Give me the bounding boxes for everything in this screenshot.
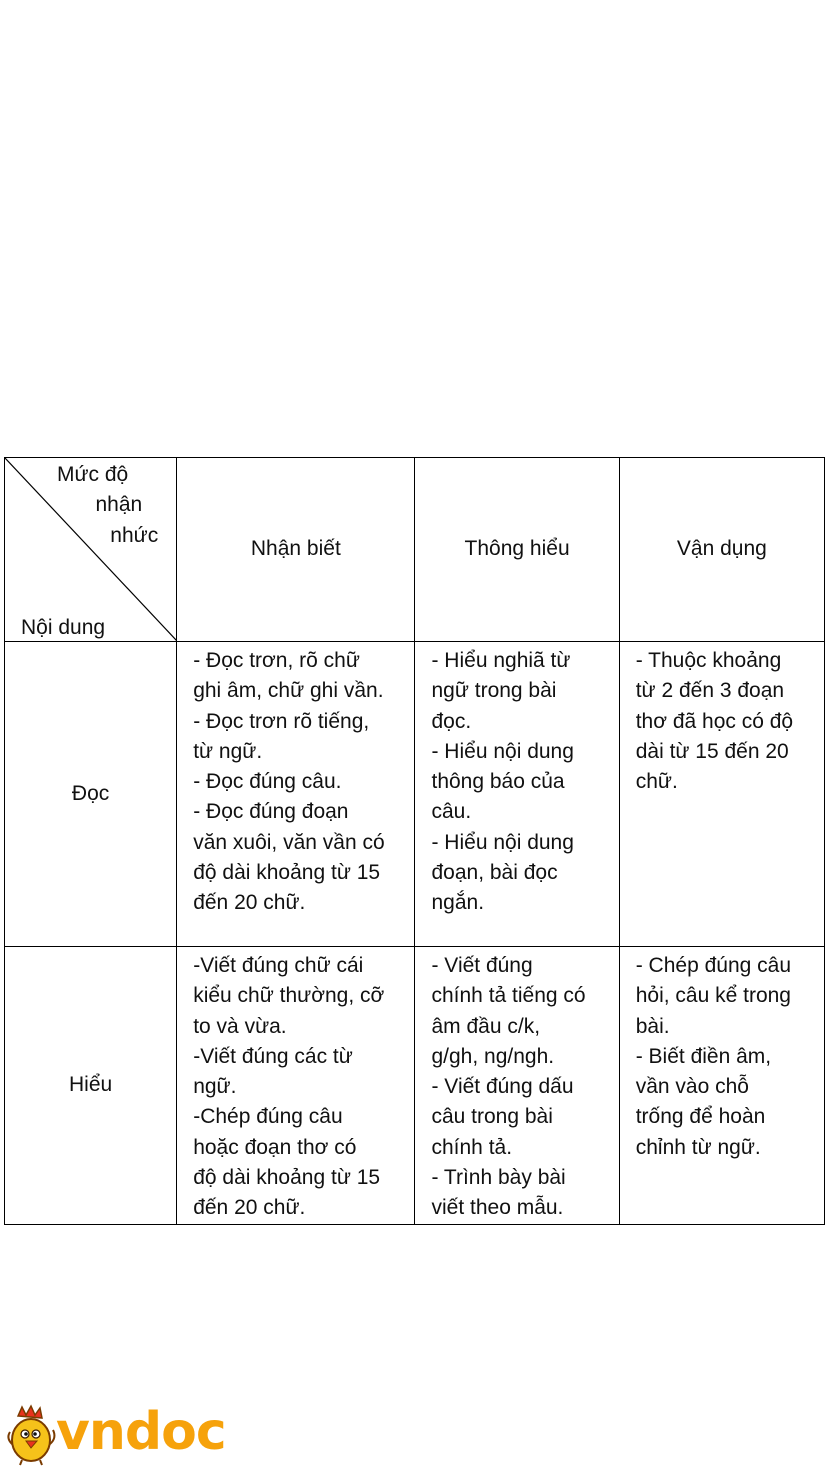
row-label-doc: Đọc [5, 642, 177, 947]
cell-line: - Viết đúng [431, 954, 533, 977]
corner-line: nhức [110, 523, 159, 547]
cell-line: câu. [431, 800, 472, 824]
cell-line: đoạn, bài đọc [431, 861, 558, 885]
cell-line: - Đọc đúng đoạn [193, 800, 349, 824]
cell-line: từ 2 đến 3 đoạn [635, 679, 785, 703]
cell-line: âm đầu c/k, [431, 1014, 541, 1038]
table-row [5, 642, 825, 947]
cell-line: - Hiểu nội dung [431, 739, 574, 763]
header-van-dung: Vận dụng [619, 458, 824, 642]
logo-wordmark: vndoc [56, 1402, 226, 1462]
cell-line: văn xuôi, văn vần có [193, 830, 385, 854]
cell-line: chữ. [635, 770, 678, 794]
assessment-matrix-table [4, 457, 825, 1225]
cell-line: độ dài khoảng từ 15 [193, 861, 381, 885]
cell-line: -Chép đúng câu [193, 1105, 343, 1129]
cell-line: thơ đã học có độ [635, 709, 794, 733]
chick-mascot-icon [4, 1404, 60, 1466]
cell-line: dài từ 15 đến 20 [635, 739, 789, 763]
cell-line: ghi âm, chữ ghi vần. [193, 679, 384, 703]
cell-line: đến 20 chữ. [193, 891, 306, 915]
cell-content [177, 642, 415, 947]
cell-line: thông báo của [431, 770, 565, 794]
table-row [5, 947, 825, 1225]
cell-line: độ dài khoảng từ 15 [193, 1166, 381, 1190]
cell-line: - Biết điền âm, [635, 1044, 772, 1068]
cell-content [415, 642, 619, 947]
cell-line: - Thuộc khoảng [635, 649, 782, 672]
cell-line: chính tả tiếng có [431, 984, 586, 1008]
cell-content [619, 642, 824, 947]
cell-line: - Đọc đúng câu. [193, 770, 342, 794]
cell-line: đọc. [431, 709, 472, 733]
header-nhan-biet: Nhận biết [177, 458, 415, 642]
cell-line: chính tả. [431, 1135, 513, 1159]
row-label-hieu: Hiểu [5, 947, 177, 1225]
cell-line: - Hiểu nội dung [431, 830, 574, 854]
cell-line: - Chép đúng câu [635, 954, 791, 977]
corner-top-label [57, 460, 158, 551]
corner-line: Mức độ [56, 463, 129, 486]
cell-content [415, 947, 619, 1225]
cell-line: trống để hoàn [635, 1105, 766, 1129]
cell-line: to và vừa. [193, 1014, 287, 1038]
cell-line: - Đọc trơn, rõ chữ [193, 649, 360, 672]
cell-content [177, 947, 415, 1225]
header-thong-hieu: Thông hiểu [415, 458, 619, 642]
cell-content [619, 947, 824, 1225]
corner-cell [5, 458, 177, 642]
cell-line: ngữ. [193, 1075, 237, 1099]
cell-line: -Viết đúng các từ [193, 1044, 353, 1068]
cell-line: bài. [635, 1014, 670, 1038]
cell-line: g/gh, ng/ngh. [431, 1044, 555, 1068]
cell-line: - Trình bày bài [431, 1166, 566, 1190]
cell-line: hỏi, câu kể trong [635, 984, 791, 1008]
header-row [5, 458, 825, 642]
vndoc-logo [4, 1402, 226, 1466]
cell-line: kiểu chữ thường, cỡ [193, 984, 385, 1008]
cell-line: vần vào chỗ [635, 1075, 749, 1099]
cell-line: - Hiểu nghiã từ [431, 649, 571, 672]
cell-line: viết theo mẫu. [431, 1196, 564, 1220]
cell-line: - Viết đúng dấu [431, 1075, 574, 1099]
cell-line: đến 20 chữ. [193, 1196, 306, 1220]
corner-line: nhận [95, 493, 143, 517]
corner-bottom-label: Nội dung [21, 615, 106, 639]
cell-line: ngắn. [431, 891, 485, 915]
cell-line: ngữ trong bài [431, 679, 557, 703]
cell-line: - Đọc trơn rõ tiếng, [193, 709, 370, 733]
cell-line: -Viết đúng chữ cái [193, 954, 364, 977]
cell-line: câu trong bài [431, 1105, 553, 1129]
cell-line: hoặc đoạn thơ có [193, 1135, 357, 1159]
cell-line: chỉnh từ ngữ. [635, 1135, 761, 1159]
cell-line: từ ngữ. [193, 739, 263, 763]
